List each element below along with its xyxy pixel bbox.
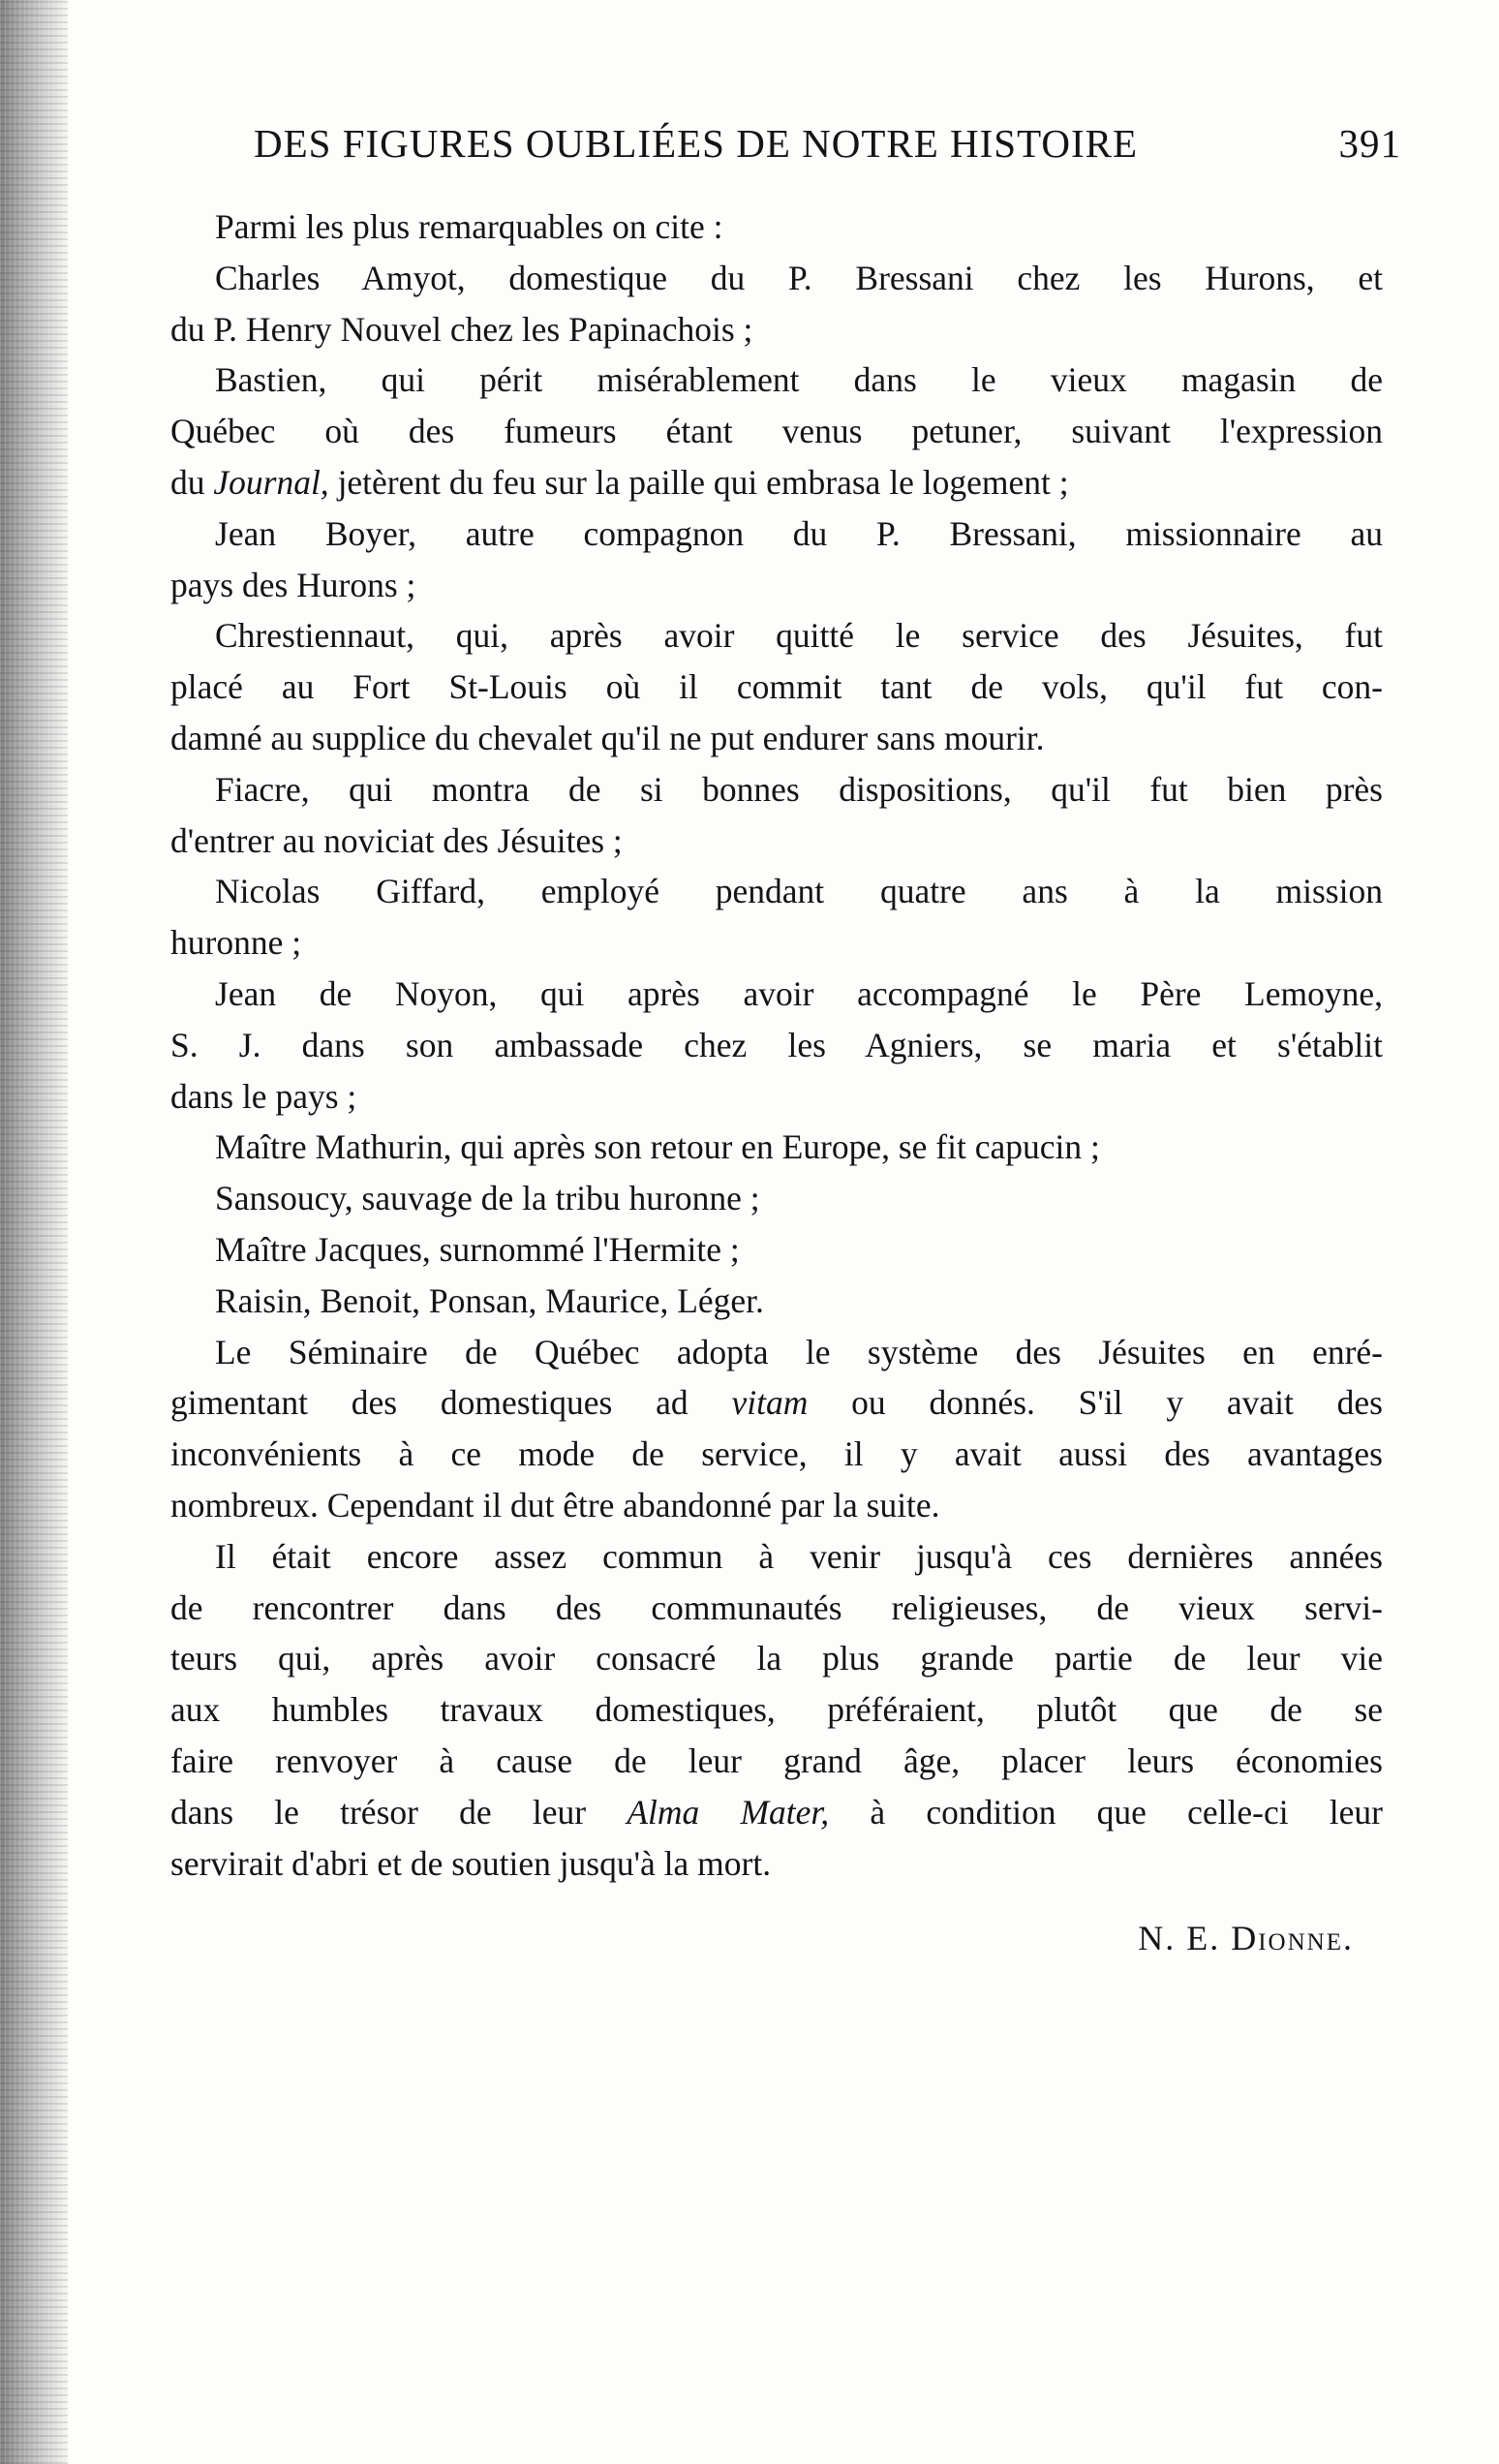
text-line [170, 1173, 1383, 1224]
line-text: Maître Jacques, surnommé l'Hermite ; [215, 1229, 740, 1269]
line-text: Fiacre, qui montra de si bonnes dispositions, qu'il fut bien près [215, 769, 1383, 809]
line-text: à condition que celle-ci leur [829, 1792, 1383, 1832]
line-text: ou donnés. S'il y avait des [808, 1383, 1383, 1423]
text-line [170, 816, 1383, 867]
text-line [170, 1122, 1383, 1173]
running-head [254, 120, 1401, 167]
text-line [170, 1736, 1383, 1787]
signature-initials: N. E. [1138, 1919, 1221, 1957]
text-line [170, 1838, 1383, 1890]
line-text: aux humbles travaux domestiques, préféraient, plutôt que de se [170, 1690, 1383, 1730]
line-text: pays des Hurons ; [170, 565, 416, 604]
text-line [170, 969, 1383, 1020]
line-italic: Journal, [213, 462, 329, 502]
line-text: S. J. dans son ambassade chez les Agniers, se maria et s'établit [170, 1025, 1383, 1064]
line-text: Québec où des fumeurs étant venus petuner, suivant l'expression [170, 412, 1383, 451]
page-number: 391 [1338, 121, 1401, 166]
line-text: du [170, 462, 214, 502]
line-text: nombreux. Cependant il dut être abandonné par la suite. [170, 1485, 940, 1525]
text-line [170, 354, 1383, 406]
running-head-title: DES FIGURES OUBLIÉES DE NOTRE HISTOIRE [254, 121, 1139, 166]
text-line [170, 201, 1383, 253]
line-text: Sansoucy, sauvage de la tribu huronne ; [215, 1179, 760, 1218]
text-line [170, 1429, 1383, 1480]
text-line [170, 1327, 1383, 1378]
text-line [170, 1480, 1383, 1531]
line-text: dans le trésor de leur [170, 1792, 627, 1832]
signature-surname: Dionne. [1231, 1919, 1354, 1957]
line-text: servirait d'abri et de soutien jusqu'à la mort. [170, 1843, 772, 1883]
text-line [170, 560, 1383, 611]
line-text: gimentant des domestiques ad [170, 1383, 732, 1423]
line-text: Parmi les plus remarquables on cite : [215, 207, 723, 246]
line-text: Raisin, Benoit, Ponsan, Maurice, Léger. [215, 1280, 764, 1320]
gutter-texture [0, 0, 68, 2464]
text-line [170, 1071, 1383, 1123]
line-text: placé au Fort St-Louis où il commit tant de vols, qu'il fut con- [170, 667, 1383, 707]
line-text: Le Séminaire de Québec adopta le système des Jésuites en enré- [215, 1332, 1383, 1371]
line-text: Il était encore assez commun à venir jusqu'à ces dernières années [215, 1536, 1383, 1576]
text-line [170, 457, 1383, 508]
line-text: de rencontrer dans des communautés religieuses, de vieux servi- [170, 1587, 1383, 1627]
text-line [170, 764, 1383, 816]
line-text: teurs qui, après avoir consacré la plus grande partie de leur vie [170, 1639, 1383, 1679]
text-line [170, 1531, 1383, 1583]
signature [1138, 1918, 1354, 1958]
text-line [170, 1684, 1383, 1736]
body-text [170, 201, 1383, 1889]
text-line [170, 610, 1383, 662]
line-text: Bastien, qui périt misérablement dans le vieux magasin de [215, 360, 1383, 400]
line-text: Jean Boyer, autre compagnon du P. Bressani, missionnaire au [215, 513, 1383, 553]
line-text: damné au supplice du chevalet qu'il ne put endurer sans mourir. [170, 718, 1045, 757]
text-line [170, 406, 1383, 457]
text-line [170, 917, 1383, 969]
text-line [170, 253, 1383, 304]
text-line [170, 662, 1383, 713]
line-text: Charles Amyot, domestique du P. Bressani chez les Hurons, et [215, 258, 1383, 297]
line-italic: Alma Mater, [627, 1792, 830, 1832]
line-text: dans le pays ; [170, 1076, 357, 1116]
line-text: inconvénients à ce mode de service, il y avait aussi des avantages [170, 1434, 1383, 1474]
text-line [170, 1583, 1383, 1634]
line-italic: vitam [731, 1383, 809, 1423]
text-line [170, 1377, 1383, 1429]
line-text: jetèrent du feu sur la paille qui embrasa le logement ; [328, 462, 1069, 502]
text-line [170, 1020, 1383, 1071]
line-text: faire renvoyer à cause de leur grand âge, placer leurs économies [170, 1740, 1383, 1780]
text-line [170, 304, 1383, 355]
line-text: Nicolas Giffard, employé pendant quatre ans à la mission [215, 872, 1383, 911]
line-text: huronne ; [170, 923, 302, 963]
text-line [170, 1633, 1383, 1684]
line-text: Maître Mathurin, qui après son retour en Europe, se fit capucin ; [215, 1127, 1100, 1167]
text-line [170, 866, 1383, 917]
text-line [170, 1787, 1383, 1838]
line-text: d'entrer au noviciat des Jésuites ; [170, 820, 623, 860]
text-line [170, 1276, 1383, 1327]
line-text: du P. Henry Nouvel chez les Papinachois ; [170, 309, 753, 349]
line-text: Chrestiennaut, qui, après avoir quitté le service des Jésuites, fut [215, 616, 1383, 656]
line-text: Jean de Noyon, qui après avoir accompagné le Père Lemoyne, [215, 973, 1383, 1013]
text-line [170, 508, 1383, 560]
text-line [170, 1224, 1383, 1276]
text-line [170, 713, 1383, 764]
